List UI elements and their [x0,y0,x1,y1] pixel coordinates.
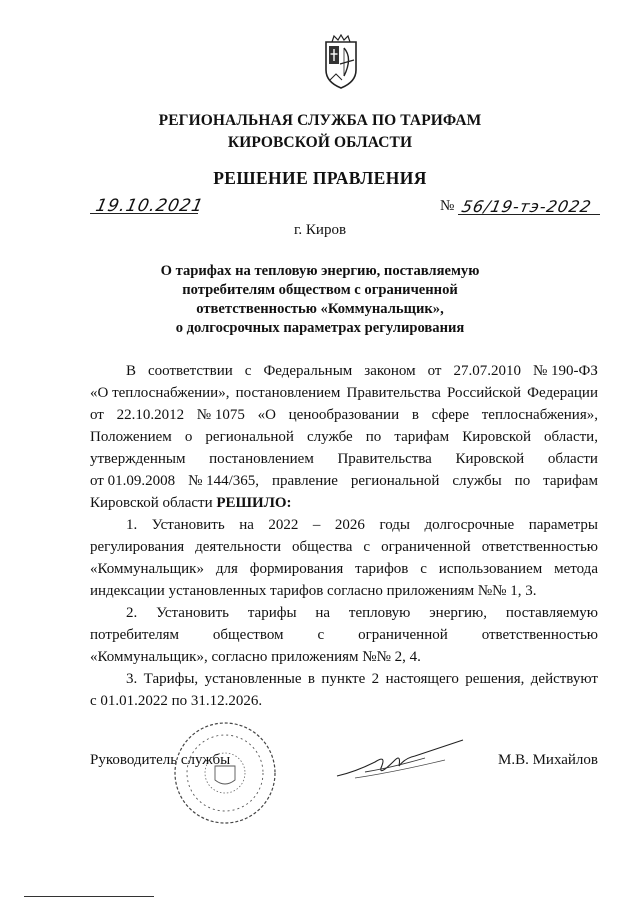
subject-line: ответственностью «Коммунальщик», [196,301,444,317]
document-subject [120,262,520,338]
word: Правительства [346,385,441,401]
word: 2 [371,671,380,687]
org-name-line2: КИРОВСКОЙ ОБЛАСТИ [227,134,413,151]
word: 2. [126,605,138,621]
text-line [90,448,598,470]
item-last-line: с 01.01.2022 по 31.12.2026. [90,693,263,709]
signer-position: Руководитель службы [90,752,231,768]
word: в [307,671,315,687]
word: правление [272,473,338,489]
text-line [90,404,598,426]
word: В [126,363,137,379]
text-line [90,426,598,448]
word: постановлением [235,385,341,401]
word: регулирования [90,539,185,555]
word: параметры [528,517,598,533]
word: тарифов [355,561,409,577]
word: Федеральным [263,363,353,379]
word: годы [379,517,410,533]
word: для [215,561,238,577]
text-line [90,668,598,690]
seal-stamp-icon [170,718,280,828]
text-line [90,470,598,492]
subject-line: о долгосрочных параметрах регулирования [175,320,465,336]
word: с [244,363,252,379]
footer-rule [24,896,154,897]
word: по [365,429,382,445]
text-line [90,624,598,646]
word: 2022 [268,517,299,533]
word: 27.07.2010 [453,363,521,379]
subject-line: О тарифах на тепловую энергию, поставляемую [160,263,480,279]
word: с [363,539,371,555]
word: службы [452,473,502,489]
word: Российской [447,385,521,401]
word: утвержденным [90,451,186,467]
word: обществом [212,627,284,643]
word: использованием [438,561,543,577]
word: от [90,407,104,423]
word: тарифам [543,473,598,489]
word: установленные [204,671,302,687]
document-number: 56/19-тэ-2022 [459,197,594,216]
resolution-item [90,514,598,602]
word: 1. [126,517,138,533]
word: Установить [156,605,229,621]
word: настоящего [385,671,459,687]
word: долгосрочные [424,517,515,533]
org-name-line1: РЕГИОНАЛЬНАЯ СЛУЖБА ПО ТАРИФАМ [158,112,482,129]
word: Установить [151,517,225,533]
word: 3. [126,671,138,687]
text-line [90,602,598,624]
subject-line: потребителям обществом с ограниченной [182,282,458,298]
word: «Коммунальщик» [90,561,204,577]
signature-icon [335,732,465,782]
word: о [184,429,193,445]
preamble-last-line [90,492,598,514]
word: Правительства [337,451,432,467]
word: «О теплоснабжении», [90,385,230,401]
city: г. Киров [293,222,347,238]
word: области [547,451,598,467]
word: 2026 [334,517,365,533]
word: 22.10.2012 [116,407,185,423]
word: общества [291,539,353,555]
word: на [239,517,254,533]
text-line [90,514,598,536]
word: региональной [205,429,294,445]
word: Тарифы, [143,671,199,687]
word: тарифы [247,605,297,621]
word: деятельности [195,539,282,555]
word: № 144/365, [188,473,260,489]
word: Федерации [527,385,598,401]
word: Кировской [462,429,531,445]
word: энергию, [429,605,487,621]
text-line [90,536,598,558]
word: области, [544,429,598,445]
word: поставляемую [505,605,598,621]
text-line [90,360,598,382]
word: Кировской [455,451,525,467]
coat-of-arms-icon [320,34,362,90]
word: законом [364,363,416,379]
word: ответственностью [481,627,598,643]
text-line [90,382,598,404]
word: службе [307,429,353,445]
resolution-item [90,602,598,668]
word: тарифам [394,429,450,445]
word: Положением [90,429,172,445]
word: от [427,363,442,379]
word: по [514,473,531,489]
word: решения, [465,671,525,687]
text-line [90,558,598,580]
items-list [90,514,598,712]
word: действуют [530,671,598,687]
item-last-line: индексации установленных тарифов согласно приложениям №№ 1, 3. [90,583,537,599]
word: формирования [249,561,344,577]
document-body [90,360,598,712]
word: на [315,605,331,621]
word: ответственностью [481,539,598,555]
word: от 01.09.2008 [90,473,176,489]
preamble-last-text: Кировской области [90,495,213,511]
word: – [312,517,321,533]
word: потребителям [90,627,179,643]
word: «О [257,407,276,423]
word: с [317,627,325,643]
word: ограниченной [381,539,471,555]
document-type: РЕШЕНИЕ ПРАВЛЕНИЯ [213,168,427,188]
word: № 1075 [196,407,245,423]
number-underline [458,214,600,215]
word: региональной [350,473,440,489]
word: ценообразовании [288,407,400,423]
word: сфере [431,407,470,423]
word: в [411,407,419,423]
document-date: 19.10.2021 [93,196,206,216]
word: соответствии [148,363,233,379]
number-sign: № [440,198,455,214]
word: тепловую [348,605,411,621]
word: теплоснабжения», [481,407,598,423]
signer-name: М.В. Михайлов [497,752,598,768]
preamble [90,360,598,492]
word: пункте [321,671,366,687]
word: постановлением [209,451,314,467]
word: с [420,561,427,577]
word: метода [554,561,598,577]
item-last-line: «Коммунальщик», согласно приложениям №№ 2, 4. [90,649,421,665]
resolved-word: РЕШИЛО: [216,495,292,511]
date-underline [90,213,198,214]
resolution-item [90,668,598,712]
word: ограниченной [358,627,448,643]
word: № 190-ФЗ [532,363,598,379]
